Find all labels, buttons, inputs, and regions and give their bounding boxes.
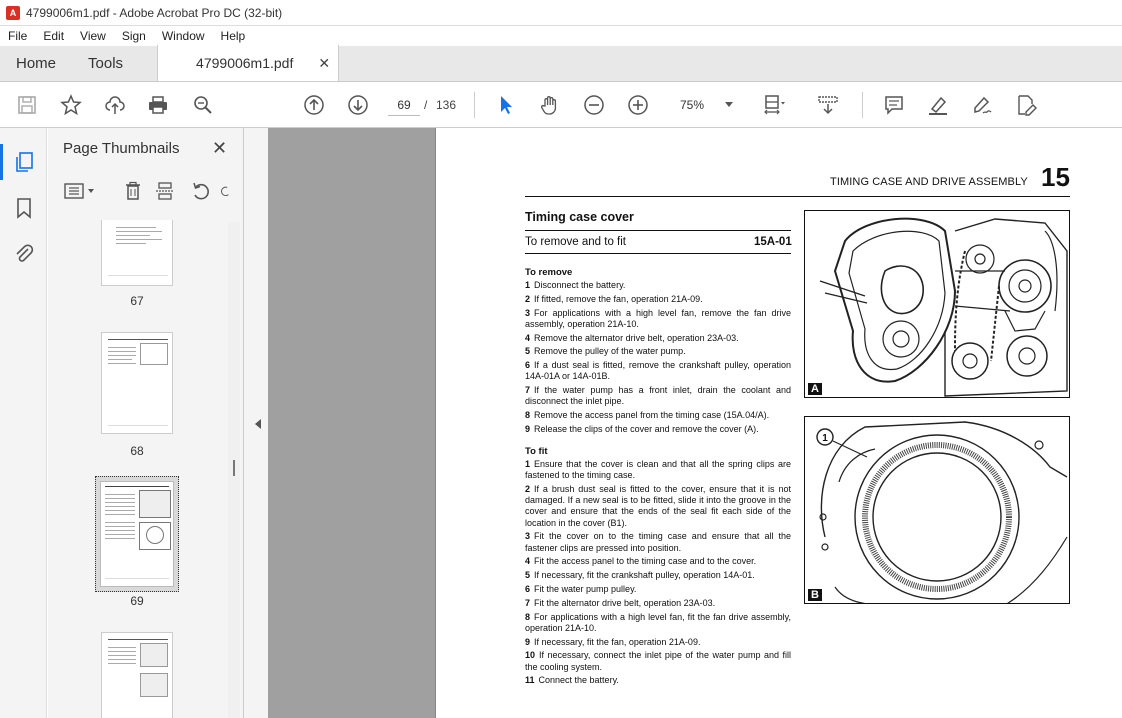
thumbnail-label: 68 <box>130 444 144 458</box>
window-title: 4799006m1.pdf - Adobe Acrobat Pro DC (32-bit) <box>26 5 283 20</box>
step-number: 5 <box>525 570 531 581</box>
step-text: If necessary, connect the inlet pipe of the water pump and fill the cooling system. <box>525 650 791 672</box>
procedure-step <box>525 459 791 481</box>
print-icon[interactable] <box>146 93 170 117</box>
tab-home[interactable]: Home <box>16 54 57 72</box>
step-text: For applications with a high level fan, fit the fan drive assembly, operation 21A-10. <box>525 611 791 633</box>
chevron-down-icon <box>724 102 734 108</box>
thumbnail-page-67[interactable] <box>101 220 173 286</box>
sign-icon[interactable] <box>970 93 994 117</box>
step-text: If necessary, fit the crankshaft pulley, operation 14A-01. <box>534 570 755 581</box>
highlight-icon[interactable] <box>926 93 950 117</box>
insert-page-icon[interactable] <box>154 180 176 202</box>
step-number: 7 <box>525 597 531 608</box>
thumbnail-label: 69 <box>130 594 144 608</box>
step-number: 6 <box>525 360 531 371</box>
attachment-icon[interactable] <box>12 242 36 266</box>
star-icon[interactable] <box>59 93 83 117</box>
tab-bar <box>0 46 1122 82</box>
procedure-step <box>525 280 791 291</box>
total-pages: 136 <box>436 98 457 112</box>
select-arrow-icon[interactable] <box>494 93 518 117</box>
hand-icon[interactable] <box>538 93 562 117</box>
section-title: Timing case cover <box>525 210 634 224</box>
step-text: Fit the alternator drive belt, operation 23A-03. <box>534 597 716 608</box>
comment-icon[interactable] <box>882 93 906 117</box>
menu-bar <box>0 26 1122 46</box>
remove-heading: To remove <box>525 267 573 278</box>
figure-a-engine-illustration <box>804 210 1070 398</box>
step-text: If a brush dust seal is fitted to the cover, ensure that it is not damaged. If a new seal is to be fitted, slide it into the groove in the cover and ensure that the ends of the seal fit each side of the location in the cover (B1). <box>525 484 791 528</box>
dust-seal-drawing <box>805 417 1070 604</box>
zoom-in-icon[interactable] <box>626 93 650 117</box>
step-number: 9 <box>525 423 531 434</box>
step-number: 2 <box>525 293 531 304</box>
procedure-step <box>525 650 791 672</box>
step-text: Ensure that the cover is clean and that all the spring clips are fastened to the timing case. <box>525 459 791 481</box>
figure-b-label: B <box>808 589 822 601</box>
thumbnails-toolbar <box>48 172 244 210</box>
subsection-rule-top <box>525 230 791 231</box>
procedure-step <box>525 424 791 435</box>
figure-b-callout: 1 <box>822 433 828 444</box>
document-background <box>268 128 435 718</box>
step-text: For applications with a high level fan, remove the fan drive assembly, operation 21A-10. <box>525 307 791 329</box>
step-text: Fit the water pump pulley. <box>534 584 637 594</box>
step-number: 7 <box>525 385 531 396</box>
scroll-mode-icon[interactable] <box>816 93 840 117</box>
menu-view[interactable]: View <box>80 29 106 43</box>
step-text: Remove the access panel from the timing case (15A.04/A). <box>534 410 770 421</box>
page-up-icon[interactable] <box>302 93 326 117</box>
step-number: 11 <box>525 675 535 686</box>
procedure-step <box>525 612 791 634</box>
step-text: If the water pump has a front inlet, drain the coolant and disconnect the inlet pipe. <box>525 385 791 407</box>
procedure-step <box>525 556 791 567</box>
edit-pdf-icon[interactable] <box>1014 93 1038 117</box>
procedure-step <box>525 598 791 609</box>
figure-a-label: A <box>808 383 822 395</box>
thumbnail-list <box>48 220 226 718</box>
procedure-step <box>525 531 791 553</box>
thumbnails-title: Page Thumbnails <box>63 140 180 157</box>
step-number: 2 <box>525 484 531 494</box>
scroll-thumb[interactable] <box>233 460 235 476</box>
subsection-rule-bottom <box>525 253 791 254</box>
page-number-input[interactable] <box>388 94 420 116</box>
step-text: If necessary, fit the fan, operation 21A-09. <box>534 636 701 647</box>
rotate-left-icon[interactable] <box>190 180 212 202</box>
thumbnail-page-68[interactable] <box>101 332 173 434</box>
step-text: Disconnect the battery. <box>534 280 626 290</box>
menu-window[interactable]: Window <box>161 29 205 43</box>
subsection-title: To remove and to fit <box>525 236 626 248</box>
zoom-out-icon[interactable] <box>582 93 606 117</box>
subsection-code: 15A-01 <box>754 236 792 248</box>
fit-steps-list <box>525 459 791 689</box>
step-number: 3 <box>525 531 531 542</box>
options-menu-icon[interactable] <box>62 180 98 202</box>
menu-edit[interactable]: Edit <box>43 29 65 43</box>
procedure-step <box>525 360 791 382</box>
toolbar <box>0 82 1122 128</box>
menu-help[interactable]: Help <box>220 29 246 43</box>
chapter-number: 15 <box>1041 162 1070 192</box>
step-number: 10 <box>525 650 536 661</box>
save-icon[interactable] <box>15 93 39 117</box>
upload-icon[interactable] <box>103 93 127 117</box>
toolbar-divider <box>474 92 475 118</box>
engine-drawing <box>805 211 1070 398</box>
step-number: 4 <box>525 556 531 567</box>
bookmark-icon[interactable] <box>12 196 36 220</box>
menu-sign[interactable]: Sign <box>121 29 146 43</box>
procedure-step <box>525 637 791 648</box>
thumbnail-label: 67 <box>130 294 144 308</box>
step-number: 1 <box>525 280 531 290</box>
step-number: 8 <box>525 611 531 622</box>
procedure-step <box>525 385 791 407</box>
procedure-step <box>525 675 791 686</box>
remove-steps-list <box>525 280 791 438</box>
tab-document[interactable] <box>157 45 339 81</box>
procedure-step <box>525 294 791 305</box>
procedure-step <box>525 333 791 344</box>
procedure-step <box>525 570 791 581</box>
step-text: Release the clips of the cover and remove the cover (A). <box>534 423 759 434</box>
collapse-panel-icon[interactable] <box>255 419 261 429</box>
fit-heading: To fit <box>525 446 548 457</box>
title-bar <box>0 0 1122 26</box>
close-icon[interactable]: ✕ <box>318 54 331 71</box>
delete-icon[interactable] <box>122 180 144 202</box>
figure-b-dust-seal-illustration <box>804 416 1070 604</box>
step-number: 5 <box>525 346 531 357</box>
page-down-icon[interactable] <box>346 93 370 117</box>
thumbnail-page-70[interactable] <box>101 632 173 718</box>
page-header-title: TIMING CASE AND DRIVE ASSEMBLY <box>830 176 1028 188</box>
step-text: If fitted, remove the fan, operation 21A-09. <box>534 293 703 304</box>
procedure-step <box>525 584 791 595</box>
document-page <box>435 128 1122 718</box>
menu-file[interactable]: File <box>8 29 28 43</box>
tab-document-label: 4799006m1.pdf <box>196 55 294 71</box>
step-number: 6 <box>525 584 531 594</box>
procedure-step <box>525 410 791 421</box>
step-text: Remove the pulley of the water pump. <box>534 346 686 357</box>
step-number: 4 <box>525 332 531 343</box>
page-separator: / <box>424 98 428 112</box>
header-rule <box>525 196 1070 197</box>
zoom-search-icon[interactable] <box>191 93 215 117</box>
step-number: 1 <box>525 459 531 469</box>
navigation-pane <box>0 128 47 718</box>
thumbnail-scrollbar[interactable] <box>228 222 240 718</box>
page-thumbnails-icon[interactable] <box>12 150 36 174</box>
zoom-select[interactable] <box>670 94 738 116</box>
thumbnail-page-69-selected[interactable] <box>95 476 179 592</box>
step-number: 9 <box>525 636 531 647</box>
tab-tools[interactable]: Tools <box>88 54 124 72</box>
procedure-step <box>525 484 791 529</box>
step-number: 8 <box>525 410 531 421</box>
toolbar-divider <box>862 92 863 118</box>
step-number: 3 <box>525 307 531 318</box>
thumbnails-panel <box>48 128 244 718</box>
rotate-right-icon[interactable] <box>220 180 232 202</box>
fit-page-icon[interactable] <box>762 93 786 117</box>
step-text: Remove the alternator drive belt, operation 23A-03. <box>534 332 739 343</box>
close-icon[interactable]: ✕ <box>212 138 228 158</box>
procedure-step <box>525 346 791 357</box>
zoom-value: 75% <box>680 98 705 112</box>
procedure-step <box>525 308 791 330</box>
acrobat-app-icon: A <box>6 6 20 20</box>
step-text: Fit the access panel to the timing case and to the cover. <box>534 556 757 567</box>
step-text: If a dust seal is fitted, remove the crankshaft pulley, operation 14A-01A or 14A-01B. <box>525 360 791 382</box>
step-text: Fit the cover on to the timing case and ensure that all the fastener clips are pressed into position. <box>525 531 791 553</box>
step-text: Connect the battery. <box>538 675 619 686</box>
